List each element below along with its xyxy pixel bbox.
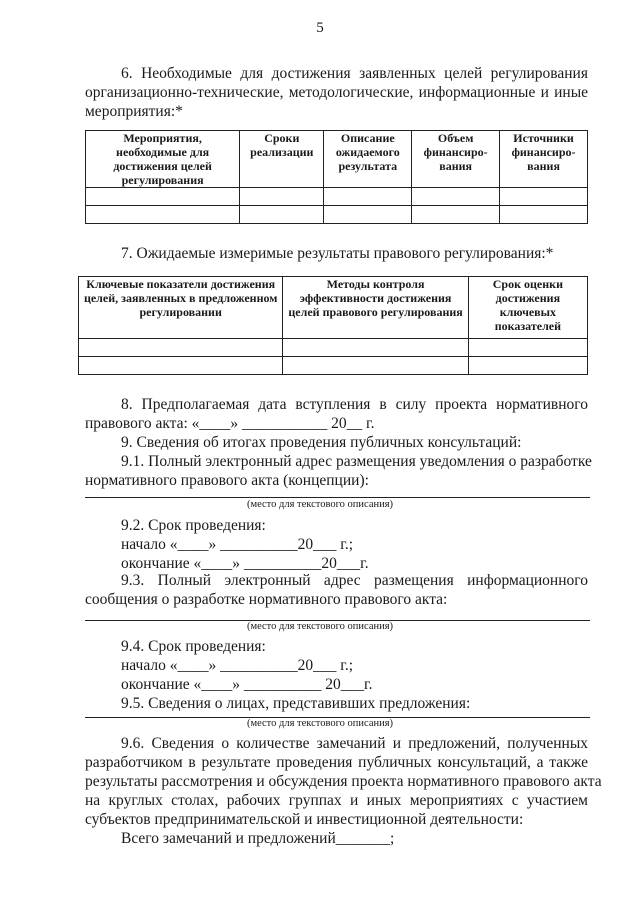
section-6-text xyxy=(85,64,588,121)
section-9-2-title: 9.2. Срок проведения: xyxy=(121,517,266,534)
section-9-3-line: сообщения о разработке нормативного правового акта: xyxy=(85,591,448,608)
table-header-cell: Источники финансиро-вания xyxy=(500,131,588,188)
section-9-1-line: 9.1. Полный электронный адрес размещения уведомления о разработке xyxy=(121,453,592,470)
table-row xyxy=(79,357,588,375)
text-description-line xyxy=(85,497,590,498)
text-description-caption: (место для текстового описания) xyxy=(246,621,394,632)
section-9-6-line: результаты рассмотрения и обсуждения проекта нормативного правового акта xyxy=(85,773,602,790)
table-header-cell: Методы контроля эффективности достижения целей правового регулирования xyxy=(283,277,468,339)
section-9-6-line: субъектов предпринимательской и инвестиционной деятельности: xyxy=(85,811,524,828)
table-header-cell: Срок оценки достижения ключевых показателей xyxy=(468,277,587,339)
section-9-2-start: начало «____» __________20___ г.; xyxy=(121,536,354,553)
text-description-caption: (место для текстового описания) xyxy=(246,499,394,510)
text-description-caption: (место для текстового описания) xyxy=(246,718,394,729)
section-9-4-title: 9.4. Срок проведения: xyxy=(121,638,266,655)
table-header-cell: Сроки реализации xyxy=(240,131,324,188)
section-6-line: мероприятия:* xyxy=(85,103,183,120)
section-7-title: 7. Ожидаемые измеримые результаты правового регулирования:* xyxy=(121,245,554,262)
section-9-6-line: разработчиком в результате проведения публичных консультаций, а также xyxy=(85,754,588,771)
table-header-cell: Ключевые показатели достижения целей, заявленных в предложенном регулировании xyxy=(79,277,283,339)
table-row xyxy=(86,188,588,206)
page-number: 5 xyxy=(316,20,324,36)
section-9-2-end: окончание «____» __________20___г. xyxy=(121,555,369,572)
section-9-3-line: 9.3. Полный электронный адрес размещения информационного xyxy=(121,572,588,589)
section-9-5-title: 9.5. Сведения о лицах, представивших предложения: xyxy=(121,695,471,712)
section-9-title: 9. Сведения об итогах проведения публичных консультаций: xyxy=(121,434,522,451)
table-header-cell: Мероприятия, необходимые для достижения целей регулирования xyxy=(86,131,240,188)
section-8-line: 8. Предполагаемая дата вступления в силу проекта нормативного xyxy=(121,396,588,413)
section-9-1-line: нормативного правового акта (концепции): xyxy=(85,472,369,489)
section-9-1-text xyxy=(85,452,592,490)
section-6-table xyxy=(85,130,588,224)
section-8-line: правового акта: «____» ___________ 20__ г. xyxy=(85,415,375,432)
section-9-6-line: на круглых столах, рабочих группах и иных мероприятиях с участием xyxy=(85,792,588,809)
section-9-6-text xyxy=(85,734,602,829)
table-row xyxy=(86,206,588,224)
table-header-cell: Описание ожидаемого результата xyxy=(324,131,412,188)
section-9-4-end: окончание «____» __________ 20___г. xyxy=(121,676,373,693)
table-header-cell: Объем финансиро-вания xyxy=(412,131,500,188)
table-row xyxy=(79,339,588,357)
section-9-6-line: 9.6. Сведения о количестве замечаний и предложений, полученных xyxy=(121,735,588,752)
section-9-4-start: начало «____» __________20___ г.; xyxy=(121,657,354,674)
total-remarks: Всего замечаний и предложений_______; xyxy=(121,830,395,847)
section-6-line: 6. Необходимые для достижения заявленных целей регулирования xyxy=(121,65,588,82)
section-9-3-text xyxy=(85,571,588,609)
section-7-table xyxy=(78,276,588,375)
section-6-line: организационно-технические, методологические, информационные и иные xyxy=(85,84,588,101)
section-8-text xyxy=(85,395,588,433)
